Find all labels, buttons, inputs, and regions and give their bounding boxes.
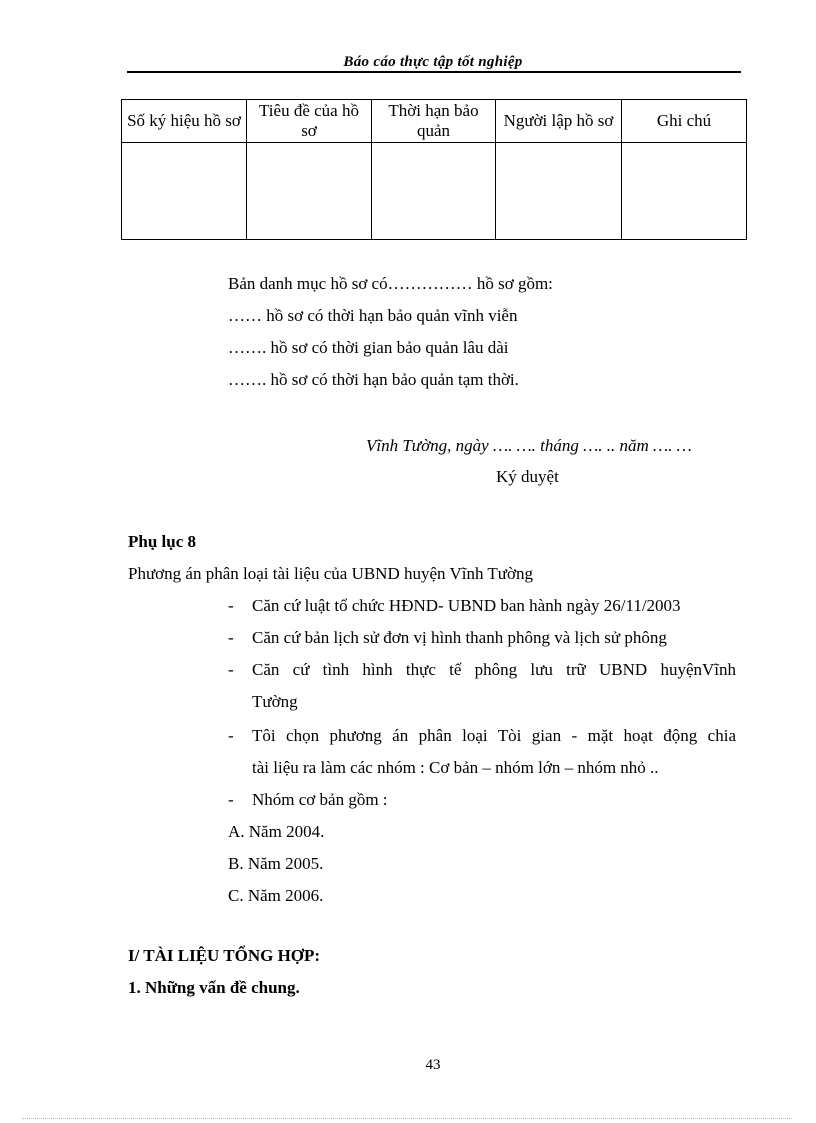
section-subheading: 1. Những vấn đề chung. [128, 978, 300, 997]
bullet-dash: - [228, 628, 234, 647]
table-header-cell: Tiêu đề của hồ sơ [247, 100, 372, 143]
year-item: A. Năm 2004. [228, 822, 325, 841]
table-header-row [122, 100, 747, 143]
bullet-item: Căn cứ tình hình thực tế phông lưu trữ UBND huyệnVĩnh [252, 660, 736, 679]
table-cell [122, 143, 247, 240]
table-cell [372, 143, 496, 240]
table-cell [247, 143, 372, 240]
table-header-cell: Người lập hồ sơ [496, 100, 622, 143]
header-rule [127, 71, 741, 73]
bullet-item-continuation: tài liệu ra làm các nhóm : Cơ bản – nhóm lớn – nhóm nhỏ .. [252, 758, 659, 777]
table-header-cell: Ghi chú [622, 100, 747, 143]
table-cell [622, 143, 747, 240]
bullet-dash: - [228, 660, 234, 679]
appendix-subtitle: Phương án phân loại tài liệu của UBND huyện Vĩnh Tường [128, 564, 534, 583]
summary-intro: Bản danh mục hồ sơ có…………… hồ sơ gồm: [228, 274, 553, 293]
bullet-dash: - [228, 790, 234, 809]
table-row [122, 143, 747, 240]
bullet-item: Nhóm cơ bản gồm : [252, 790, 388, 809]
section-heading: I/ TÀI LIỆU TỔNG HỢP: [128, 946, 321, 965]
table-header-cell: Thời hạn bảo quản [372, 100, 496, 143]
bullet-dash: - [228, 596, 234, 615]
records-table [121, 99, 747, 240]
table-cell [496, 143, 622, 240]
summary-line-temporary: ……. hồ sơ có thời hạn bảo quản tạm thời. [228, 370, 519, 389]
signature-label: Ký duyệt [496, 467, 559, 486]
year-item: B. Năm 2005. [228, 854, 324, 873]
summary-line-permanent: …… hồ sơ có thời hạn bảo quản vĩnh viễn [228, 306, 518, 325]
bullet-item-continuation: Tường [252, 692, 298, 711]
page-header-title: Báo cáo thực tập tốt nghiệp [343, 54, 523, 70]
signature-place-date: Vĩnh Tường, ngày …. …. tháng …. .. năm …. … [366, 436, 692, 455]
bullet-dash: - [228, 726, 234, 745]
bullet-item: Căn cứ bản lịch sử đơn vị hình thanh phông và lịch sử phông [252, 628, 667, 647]
appendix-title: Phụ lục 8 [128, 532, 197, 551]
summary-line-long-term: ……. hồ sơ có thời gian bảo quản lâu dài [228, 338, 509, 357]
bullet-item: Căn cứ luật tổ chức HĐND- UBND ban hành ngày 26/11/2003 [252, 596, 681, 615]
year-item: C. Năm 2006. [228, 886, 324, 905]
footer-divider [22, 1118, 792, 1119]
table-header-cell: Số ký hiệu hồ sơ [122, 100, 247, 143]
bullet-item: Tôi chọn phương án phân loại Tòi gian - mặt hoạt động chia [252, 726, 736, 745]
page-number: 43 [425, 1057, 441, 1073]
